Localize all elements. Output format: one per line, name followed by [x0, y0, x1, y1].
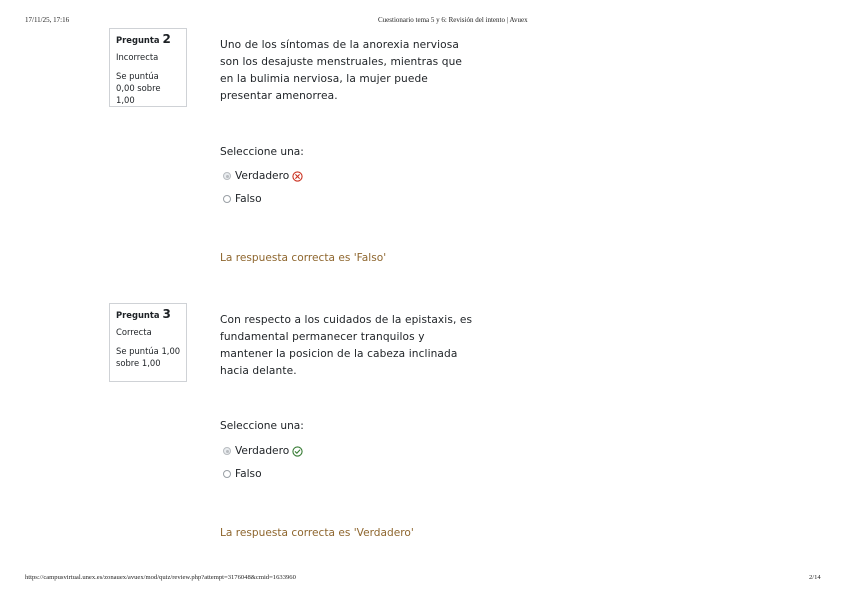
question-text-line: Uno de los síntomas de la anorexia nerviosa [220, 39, 459, 51]
option-label: Falso [235, 193, 262, 205]
question-label: Pregunta [116, 310, 160, 320]
question-text-line: presentar amenorrea. [220, 90, 338, 102]
question-text-line: son los desajuste menstruales, mientras que [220, 56, 463, 68]
print-datetime: 17/11/25, 17:16 [25, 16, 70, 24]
grade-line: 0,00 sobre 1,00 [116, 83, 161, 105]
question-text [220, 312, 472, 380]
question-info-box [109, 28, 187, 107]
grade-line: Se puntúa 1,00 [116, 346, 181, 356]
incorrect-icon [292, 171, 303, 182]
correct-answer-feedback: La respuesta correcta es 'Verdadero' [220, 527, 414, 539]
question-text-line: fundamental permanecer tranquilos y [220, 331, 425, 343]
grade-line: sobre 1,00 [116, 358, 161, 368]
option-label: Verdadero [235, 445, 290, 457]
question-number [116, 34, 181, 46]
question-text-line: hacia delante. [220, 365, 297, 377]
question-text-line: Con respecto a los cuidados de la epistaxis, es [220, 314, 473, 326]
question-label: Pregunta [116, 35, 160, 45]
answer-option-true[interactable] [223, 444, 303, 458]
question-number-value: 2 [162, 32, 171, 46]
answer-option-false[interactable] [223, 192, 262, 206]
question-text [220, 37, 462, 105]
option-label: Verdadero [235, 170, 290, 182]
option-label: Falso [235, 468, 262, 480]
grade-line: Se puntúa [116, 71, 159, 81]
question-text-line: mantener la posicion de la cabeza inclinada [220, 348, 458, 360]
answer-prompt: Seleccione una: [220, 146, 304, 158]
correct-answer-feedback: La respuesta correcta es 'Falso' [220, 252, 387, 264]
correct-icon [292, 446, 303, 457]
question-text-line: en la bulimia nerviosa, la mujer puede [220, 73, 428, 85]
print-page-number: 2/14 [809, 574, 821, 581]
question-state: Incorrecta [116, 52, 159, 62]
radio-button[interactable] [223, 470, 231, 478]
answer-prompt: Seleccione una: [220, 420, 304, 432]
question-state: Correcta [116, 327, 152, 337]
radio-button[interactable] [223, 447, 231, 455]
question-grade [116, 345, 181, 369]
radio-button[interactable] [223, 195, 231, 203]
print-footer-url: https://campusvirtual.unex.es/zonauex/avuex/mod/quiz/review.php?attempt=3176048&cmid=1633960 [25, 574, 296, 581]
radio-button[interactable] [223, 172, 231, 180]
question-number-value: 3 [162, 307, 171, 321]
answer-option-false[interactable] [223, 467, 262, 481]
question-info-box [109, 303, 187, 382]
answer-option-true[interactable] [223, 169, 303, 183]
print-document-title: Cuestionario tema 5 y 6: Revisión del intento | Avuex [378, 16, 528, 24]
question-grade [116, 70, 181, 106]
question-number [116, 309, 181, 321]
